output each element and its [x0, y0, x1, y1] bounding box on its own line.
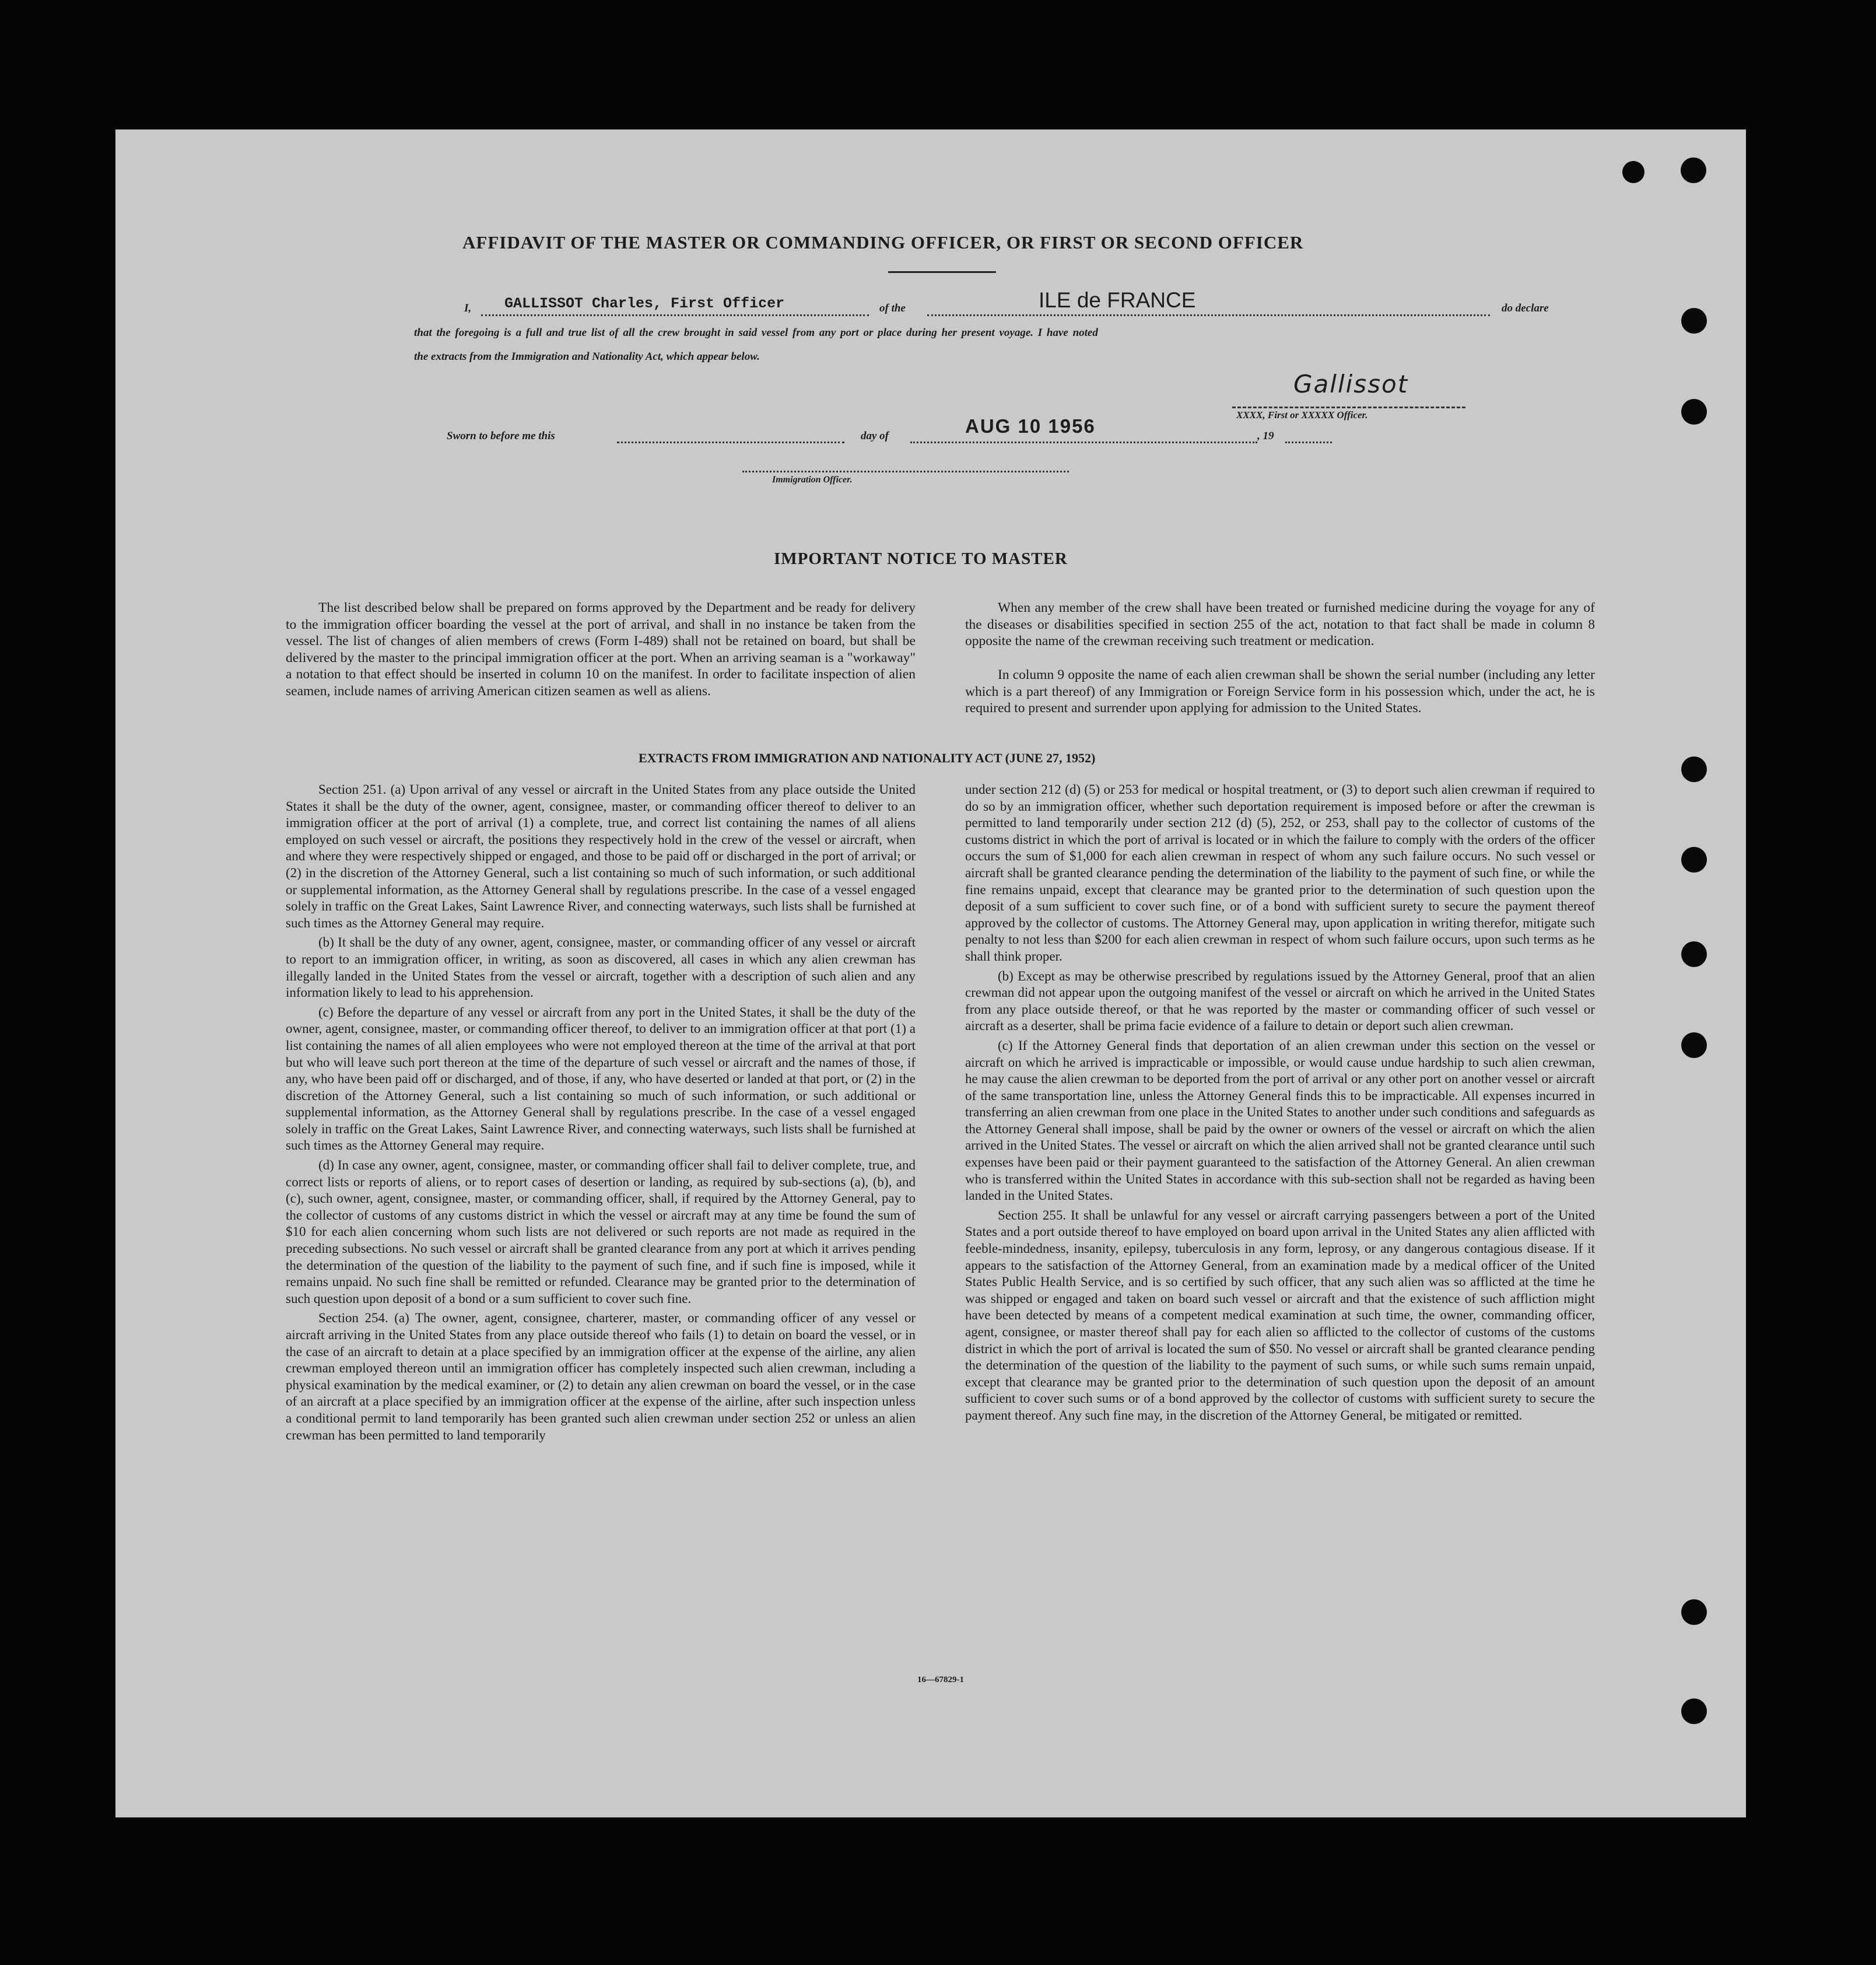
punch-hole [1681, 847, 1707, 873]
i-label: I, [464, 302, 472, 314]
punch-hole [1681, 399, 1707, 425]
declaration-line-2: the extracts from the Immigration and Nationality Act, which appear below. [414, 351, 760, 363]
notice-title: IMPORTANT NOTICE TO MASTER [774, 549, 1068, 568]
section-254-b: (b) Except as may be otherwise prescribed by regulations issued by the Attorney General, proof that an alien crewman did not appear upon the outgoing manifest of the vessel or aircraft on which he arrived in the United States from any place outside thereof, or that he was reported by the master or commanding officer of such vessel or aircraft as a deserter, shall be prima facie evidence of a failure to detain or deport such alien crewman. [965, 968, 1595, 1034]
punch-hole [1681, 308, 1707, 334]
extracts-title: EXTRACTS FROM IMMIGRATION AND NATIONALITY ACT (JUNE 27, 1952) [639, 751, 1096, 765]
punch-hole [1681, 1032, 1707, 1058]
vessel-name: ILE de FRANCE [1039, 288, 1196, 312]
immigration-officer-line [742, 470, 1069, 472]
section-251-a: Section 251. (a) Upon arrival of any vessel or aircraft in the United States from any place outside the United States it shall be the duty of the owner, agent, consignee, master, or commanding officer thereof to deliver to an immigration officer at the port of arrival (1) a complete, true, and correct list containing the names of all aliens employed on such vessel or aircraft, the positions they respectively hold in the crew of the vessel or aircraft, when and where they were respectively shipped or engaged, and those to be paid off or discharged in the port of arrival; or (2) in the discretion of the Attorney General, such a list containing so much of such information, or such additional or supplemental information, as the Attorney General shall by regulations prescribe. In the case of a vessel engaged solely in traffic on the Great Lakes, Saint Lawrence River, and connecting waterways, such lists shall be furnished at such times as the Attorney General may require. [286, 782, 916, 930]
immigration-officer-label: Immigration Officer. [772, 475, 853, 485]
year-label: , 19 [1257, 430, 1274, 442]
do-declare-label: do declare [1502, 302, 1549, 314]
notice-left-paragraph: The list described below shall be prepared on forms approved by the Department and be ready for delivery to the immigration officer boarding the vessel at the port of arrival, and shall in no instance be taken from the vessel. The list of changes of alien members of crews (Form I-489) shall not be retained on board, but shall be delivered by the master to the principal immigration officer at the port. When an arriving seaman is a "workaway" a notation to that effect should be inserted in column 10 on the manifest. In order to facilitate inspection of alien seamen, include names of arriving American citizen seamen as well as aliens. [286, 600, 916, 699]
punch-hole [1681, 756, 1707, 782]
year-line [1285, 441, 1332, 443]
officer-title: XXXX, First or XXXXX Officer. [1236, 409, 1368, 421]
sworn-label: Sworn to before me this [447, 430, 555, 442]
punch-hole [1681, 941, 1707, 967]
sworn-day-line [617, 441, 844, 443]
notice-right-paragraph-1: When any member of the crew shall have been treated or furnished medicine during the voyage for any of the diseases or disabilities specified in section 255 of the act, notation to that fact shall be made in column 8 opposite the name of the crewman receiving such treatment or medication. [965, 600, 1595, 649]
officer-name: GALLISSOT Charles, First Officer [504, 295, 785, 312]
extracts-right-column [965, 782, 1595, 1427]
day-of-label: day of [861, 430, 889, 442]
of-the-label: of the [879, 302, 906, 314]
handwritten-signature: Gallissot [1293, 370, 1409, 398]
title-divider [888, 271, 996, 273]
punch-hole [1681, 1698, 1707, 1724]
section-254-a-continued: under section 212 (d) (5) or 253 for medical or hospital treatment, or (3) to deport such alien crewman if required to do so by an immigration officer, whether such deportation requirement is imposed before or after the crewman is permitted to land temporarily under section 212 (d) (5), 252, or 253, shall pay to the collector of customs of the customs district in which the port of arrival is located or in which the failure to comply with the orders of the officer occurs the sum of $1,000 for each alien crewman in respect of whom any such failure occurs. No such vessel or aircraft shall be granted clearance pending the determination of the liability to the payment of such fine, or while the fine remains unpaid, except that clearance may be granted prior to the determination of such question upon the deposit of a sum sufficient to cover such fine, or of a bond with sufficient surety to secure the payment thereof approved by the collector of customs. The Attorney General may, upon application in writing therefor, mitigate such penalty to not less than $200 for each alien crewman in respect of whom such failure occurs, upon such terms as he shall think proper. [965, 782, 1595, 964]
sworn-date-stamp: AUG 10 1956 [965, 415, 1096, 437]
name-line [481, 314, 869, 316]
sworn-month-line [910, 441, 1257, 443]
section-255: Section 255. It shall be unlawful for any vessel or aircraft carrying passengers between a port of the United States and a port outside thereof to have employed on board upon arrival in the United States any alien afflicted with feeble-mindedness, insanity, epilepsy, tuberculosis in any form, leprosy, or any dangerous contagious disease. If it appears to the satisfaction of the Attorney General, from an examination made by a medical officer of the United States Public Health Service, and is so certified by such officer, that any such alien was so afflicted at the time he was shipped or engaged and taken on board such vessel or aircraft and that the existence of such affliction might have been detected by means of a competent medical examination at such time, the owner, commanding officer, agent, consignee, or master thereof shall pay for each alien so afflicted to the collector of customs of the customs district in which the port of arrival is located the sum of $50. No vessel or aircraft shall be granted clearance pending the determination of the question of the liability to the payment of such sums, or while such sums remain unpaid, except that clearance may be granted prior to the determination of such question upon the deposit of an amount sufficient to cover such sums or of a bond approved by the collector of customs with sufficient surety to secure the payment thereof. Any such fine may, in the discretion of the Attorney General, be mitigated or remitted. [965, 1207, 1595, 1423]
punch-hole [1681, 157, 1706, 183]
section-254-c: (c) If the Attorney General finds that deportation of an alien crewman under this section on the vessel or aircraft on which he arrived is impracticable or impossible, or would cause undue hardship to such alien crewman, he may cause the alien crewman to be deported from the port of arrival or any other port on another vessel or aircraft of the same transportation line, unless the Attorney General finds this to be impracticable. All expenses incurred in transferring an alien crewman from one place in the United States to another under such conditions and safeguards as the Attorney General shall impose, shall be paid by the owner or owners of the vessel or aircraft on which the alien arrived in the United States. The vessel or aircraft on which the alien arrived shall not be granted clearance until such expenses have been paid or their payment guaranteed to the satisfaction of the Attorney General. An alien crewman who is transferred within the United States in accordance with this sub-section shall not be regarded as having been landed in the United States. [965, 1038, 1595, 1203]
affidavit-title: AFFIDAVIT OF THE MASTER OR COMMANDING OFFICER, OR FIRST OR SECOND OFFICER [462, 232, 1304, 253]
declaration-line-1: that the foregoing is a full and true list of all the crew brought in said vessel from any port or place during her present voyage. I have noted [414, 327, 1098, 339]
punch-hole [1681, 1599, 1707, 1625]
section-251-d: (d) In case any owner, agent, consignee, master, or commanding officer shall fail to deliver complete, true, and correct lists or reports of aliens, or to report cases of desertion or landing, as required by sub-sections (a), (b), and (c), such owner, agent, consignee, master, or commanding officer, shall, if required by the Attorney General, pay to the collector of customs of any customs district in which the vessel or aircraft may at any time be found the sum of $10 for each alien concerning whom such lists are not delivered or such reports are not made as required in the preceding subsections. No such vessel or aircraft shall be granted clearance from any port at which it arrives pending the determination of the question of the liability to the payment of such fine, and if such fine is imposed, while it remains unpaid. No such fine shall be remitted or refunded. Clearance may be granted prior to the determination of such question upon deposit of a bond or a sum sufficient to cover such fine. [286, 1158, 916, 1306]
signature-line [1232, 406, 1465, 408]
section-251-b: (b) It shall be the duty of any owner, agent, consignee, master, or commanding officer of any vessel or aircraft to report to an immigration officer, in writing, as soon as discovered, all cases in which any alien crewman has illegally landed in the United States from the vessel or aircraft, together with a description of such alien and any information likely to lead to his apprehension. [286, 935, 916, 1000]
vessel-line [927, 314, 1490, 316]
section-251-c: (c) Before the departure of any vessel or aircraft from any port in the United States, it shall be the duty of the owner, agent, consignee, master, or commanding officer thereof, to deliver to an immigration officer at that port (1) a list containing the names of all alien employees who were not employed thereon at the time of the arrival at that port but who will leave such port thereon at the time of the departure of such vessel or aircraft and the names of those, if any, who have been paid off or discharged, and of those, if any, who have deserted or landed at that port, or (2) in the discretion of the Attorney General, such a list containing so much of such information, or such additional or supplemental information, as the Attorney General shall by regulations prescribe. In the case of a vessel engaged solely in traffic on the Great Lakes, Saint Lawrence River, and connecting waterways, such lists shall be furnished at such times as the Attorney General may require. [286, 1004, 916, 1153]
extracts-left-column [286, 782, 916, 1446]
document-page [115, 129, 1746, 1817]
notice-right-paragraph-2: In column 9 opposite the name of each alien crewman shall be shown the serial number (including any letter which is a part thereof) of any Immigration or Foreign Service form in his possession which, under the act, he is required to present and surrender upon applying for admission to the United States. [965, 667, 1595, 716]
form-number: 16—67829-1 [917, 1675, 964, 1684]
punch-hole [1622, 161, 1644, 183]
section-254-a: Section 254. (a) The owner, agent, consignee, charterer, master, or commanding officer of any vessel or aircraft arriving in the United States from any place outside thereof who fails (1) to detain on board the vessel, or in the case of an aircraft to detain at a place specified by an immigration officer at the expense of the airline, any alien crewman employed thereon until an immigration officer has completely inspected such alien crewman, including a physical examination by the medical examiner, or (2) to detain any alien crewman on board the vessel, or in the case of an aircraft at a place specified by an immigration officer at the expense of the airline, after such inspection unless a conditional permit to land temporarily has been granted such alien crewman under section 252 or unless an alien crewman has been permitted to land temporarily [286, 1311, 916, 1442]
